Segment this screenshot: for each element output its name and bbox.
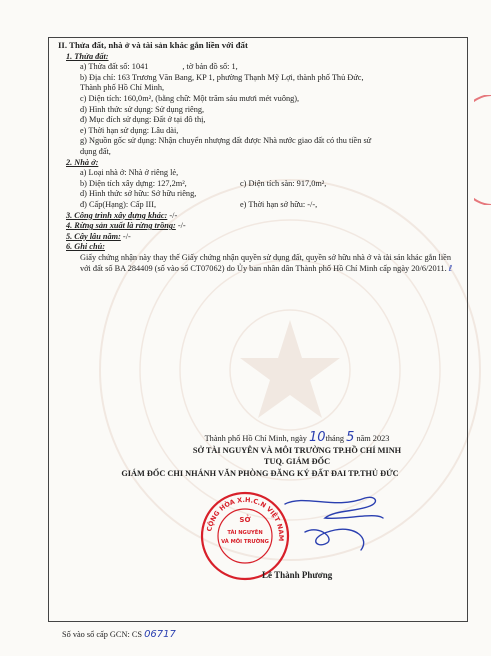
grade-row (80, 200, 462, 211)
trees-line (58, 232, 462, 243)
svg-text:SỞ: SỞ (239, 516, 251, 524)
trees-value: -/- (120, 231, 131, 241)
date-prefix: Thành phố Hồ Chí Minh, ngày (204, 434, 307, 443)
origin-cont: dụng đất, (80, 146, 111, 156)
address-cont: Thành phố Hồ Chí Minh, (80, 83, 165, 93)
signer-name: Lê Thành Phương (262, 570, 333, 580)
parcel-line (80, 62, 462, 73)
area-row (80, 179, 462, 190)
own-term: e) Thời hạn sở hữu: -/-, (240, 199, 318, 209)
build-area: b) Diện tích xây dựng: 127,2m², (80, 178, 187, 188)
issue-date (58, 432, 462, 445)
notes-heading: 6. Ghi chú: (66, 242, 105, 252)
parcel-number: a) Thửa đất số: 1041 (80, 62, 149, 72)
serial-line (62, 629, 176, 640)
date-month-prefix: tháng (325, 434, 344, 443)
floor-area: c) Diện tích sàn: 917,0m², (240, 178, 327, 188)
date-day: 10 (309, 430, 326, 445)
svg-text:VÀ MÔI TRƯỜNG: VÀ MÔI TRƯỜNG (221, 539, 269, 545)
forest-heading: 4. Rừng sản xuất là rừng trồng: (66, 221, 176, 231)
origin-line: g) Nguồn gốc sử dụng: Nhận chuyển nhượng đất được Nhà nước giao đất có thu tiền sử (80, 136, 372, 146)
on-behalf: TUQ. GIÁM ĐỐC (263, 457, 331, 466)
construction-line (58, 211, 462, 222)
edge-stamp-mark (474, 95, 491, 205)
seal-ring-text: CỘNG HÒA X.H.C.N VIỆT NAM (205, 495, 286, 542)
issuing-office: SỞ TÀI NGUYÊN VÀ MÔI TRƯỜNG TP.HỒ CHÍ MINH (192, 445, 402, 455)
house-heading: 2. Nhà ở: (66, 157, 99, 167)
area-line: c) Diện tích: 160,0m², (bằng chữ: Một trăm sáu mươi mét vuông), (80, 93, 300, 103)
date-month: 5 (346, 430, 355, 445)
house-type: a) Loại nhà ở: Nhà ở riêng lẻ, (80, 168, 179, 178)
forest-line (58, 221, 462, 232)
notes-text (80, 253, 462, 275)
trees-heading: 5. Cây lâu năm: (66, 231, 121, 241)
use-form-line: d) Hình thức sử dụng: Sử dụng riêng, (80, 104, 205, 114)
construction-heading: 3. Công trình xây dựng khác: (66, 210, 168, 220)
date-year: năm 2023 (356, 434, 390, 443)
house-grade: đ) Cấp(Hạng): Cấp III, (80, 199, 157, 209)
director-title: GIÁM ĐỐC CHI NHÁNH VĂN PHÒNG ĐĂNG KÝ ĐẤT ĐAI TP.THỦ ĐỨC (121, 468, 399, 478)
initial-mark: ℓ (448, 263, 453, 274)
construction-value: -/- (167, 210, 178, 220)
forest-value: -/- (175, 221, 186, 231)
signature-block (58, 432, 462, 479)
ownership-line: d) Hình thức sở hữu: Sở hữu riêng, (80, 189, 197, 199)
section-title: II. Thửa đất, nhà ở và tài sản khác gắn liền với đất (58, 40, 248, 50)
map-sheet: , tờ bản đồ số: 1, (182, 62, 238, 72)
land-heading: 1. Thửa đất: (66, 51, 109, 61)
certificate-body (58, 40, 462, 275)
purpose-line: đ) Mục đích sử dụng: Đất ở tại đô thị, (80, 115, 206, 125)
serial-label: Số vào sổ cấp GCN: CS (62, 630, 142, 639)
address-line: b) Địa chỉ: 163 Trương Văn Bang, KP 1, phường Thạnh Mỹ Lợi, thành phố Thủ Đức, (80, 72, 364, 82)
notes-body: Giấy chứng nhận này thay thế Giấy chứng nhận quyền sử dụng đất, quyền sở hữu nhà ở và tài sản khác gắn liền với đất số BA 284409 (số vào sổ CT07062) do Ủy ban nhân dân Thành phố Hồ Chí Minh cấp ngày 20/6/2011. (80, 252, 451, 274)
handwritten-signature (265, 492, 395, 562)
term-line: e) Thời hạn sử dụng: Lâu dài, (80, 125, 179, 135)
serial-number: 06717 (144, 629, 176, 640)
svg-text:TÀI NGUYÊN: TÀI NGUYÊN (227, 530, 263, 536)
